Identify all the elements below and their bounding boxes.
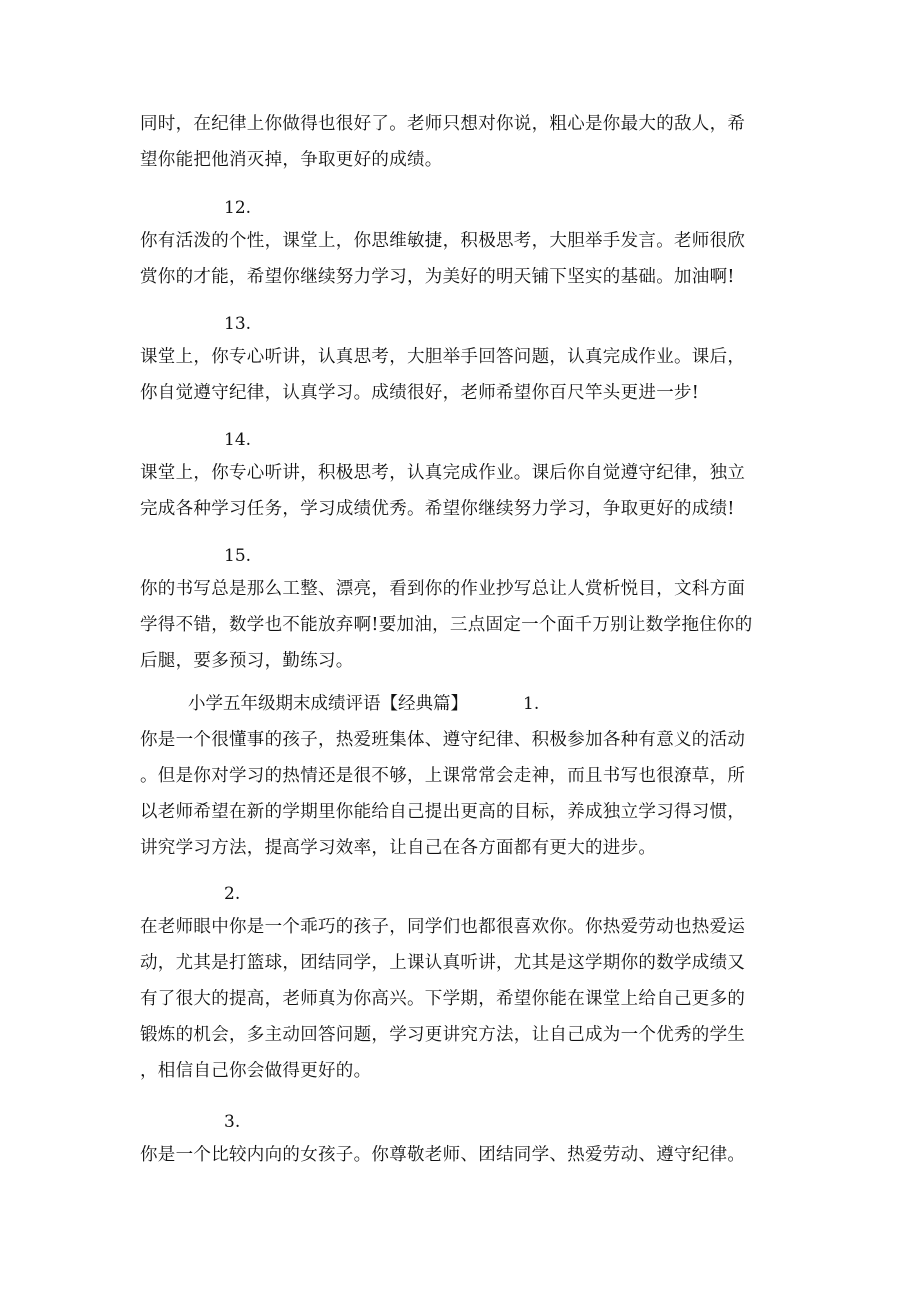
section-title: 小学五年级期末成绩评语【经典篇】 <box>188 694 468 714</box>
paragraph-line: 锻炼的机会，多主动回答问题，学习更讲究方法，让自己成为一个优秀的学生 <box>140 1025 746 1045</box>
paragraph-line: 课堂上，你专心听讲，认真思考，大胆举手回答问题，认真完成作业。课后， <box>140 347 746 367</box>
paragraph-line: 你自觉遵守纪律，认真学习。成绩很好，老师希望你百尺竿头更进一步! <box>140 383 700 403</box>
paragraph-line: 课堂上，你专心听讲，积极思考，认真完成作业。课后你自觉遵守纪律，独立 <box>140 463 746 483</box>
paragraph-line: 动，尤其是打篮球，团结同学，上课认真听讲，尤其是这学期你的数学成绩又 <box>140 953 746 973</box>
paragraph-line: 在老师眼中你是一个乖巧的孩子，同学们也都很喜欢你。你热爱劳动也热爱运 <box>140 917 746 937</box>
paragraph-line: 你有活泼的个性，课堂上，你思维敏捷，积极思考，大胆举手发言。老师很欣 <box>140 231 746 251</box>
paragraph-line: 讲究学习方法，提高学习效率，让自己在各方面都有更大的进步。 <box>140 838 657 858</box>
paragraph-line: 同时，在纪律上你做得也很好了。老师只想对你说，粗心是你最大的敌人，希 <box>140 114 746 134</box>
paragraph-line: 望你能把他消灭掉，争取更好的成绩。 <box>140 150 443 170</box>
comment-number: 2. <box>224 884 241 904</box>
comment-number: 3. <box>224 1112 241 1132</box>
comment-number: 12. <box>224 198 252 218</box>
comment-number: 1. <box>523 694 540 714</box>
paragraph-line: 学得不错，数学也不能放弃啊!要加油，三点固定一个面千万别让数学拖住你的 <box>140 615 753 635</box>
comment-number: 15. <box>224 546 252 566</box>
paragraph-line: 你是一个很懂事的孩子，热爱班集体、遵守纪律、积极参加各种有意义的活动 <box>140 730 746 750</box>
paragraph-line: 有了很大的提高，老师真为你高兴。下学期，希望你能在课堂上给自己更多的 <box>140 989 746 1009</box>
paragraph-line: 赏你的才能，希望你继续努力学习，为美好的明天铺下坚实的基础。加油啊! <box>140 267 735 287</box>
paragraph-line: 你的书写总是那么工整、漂亮，看到你的作业抄写总让人赏析悦目，文科方面 <box>140 579 746 599</box>
paragraph-line: 完成各种学习任务，学习成绩优秀。希望你继续努力学习，争取更好的成绩! <box>140 499 735 519</box>
paragraph-line: 你是一个比较内向的女孩子。你尊敬老师、团结同学、热爱劳动、遵守纪律。 <box>140 1145 746 1165</box>
paragraph-line: 后腿，要多预习，勤练习。 <box>140 651 354 671</box>
comment-number: 13. <box>224 314 252 334</box>
paragraph-line: 以老师希望在新的学期里你能给自己提出更高的目标，养成独立学习得习惯， <box>140 802 746 822</box>
paragraph-line: ，相信自己你会做得更好的。 <box>140 1061 372 1081</box>
paragraph-line: 。但是你对学习的热情还是很不够，上课常常会走神，而且书写也很潦草，所 <box>140 766 746 786</box>
comment-number: 14. <box>224 430 252 450</box>
